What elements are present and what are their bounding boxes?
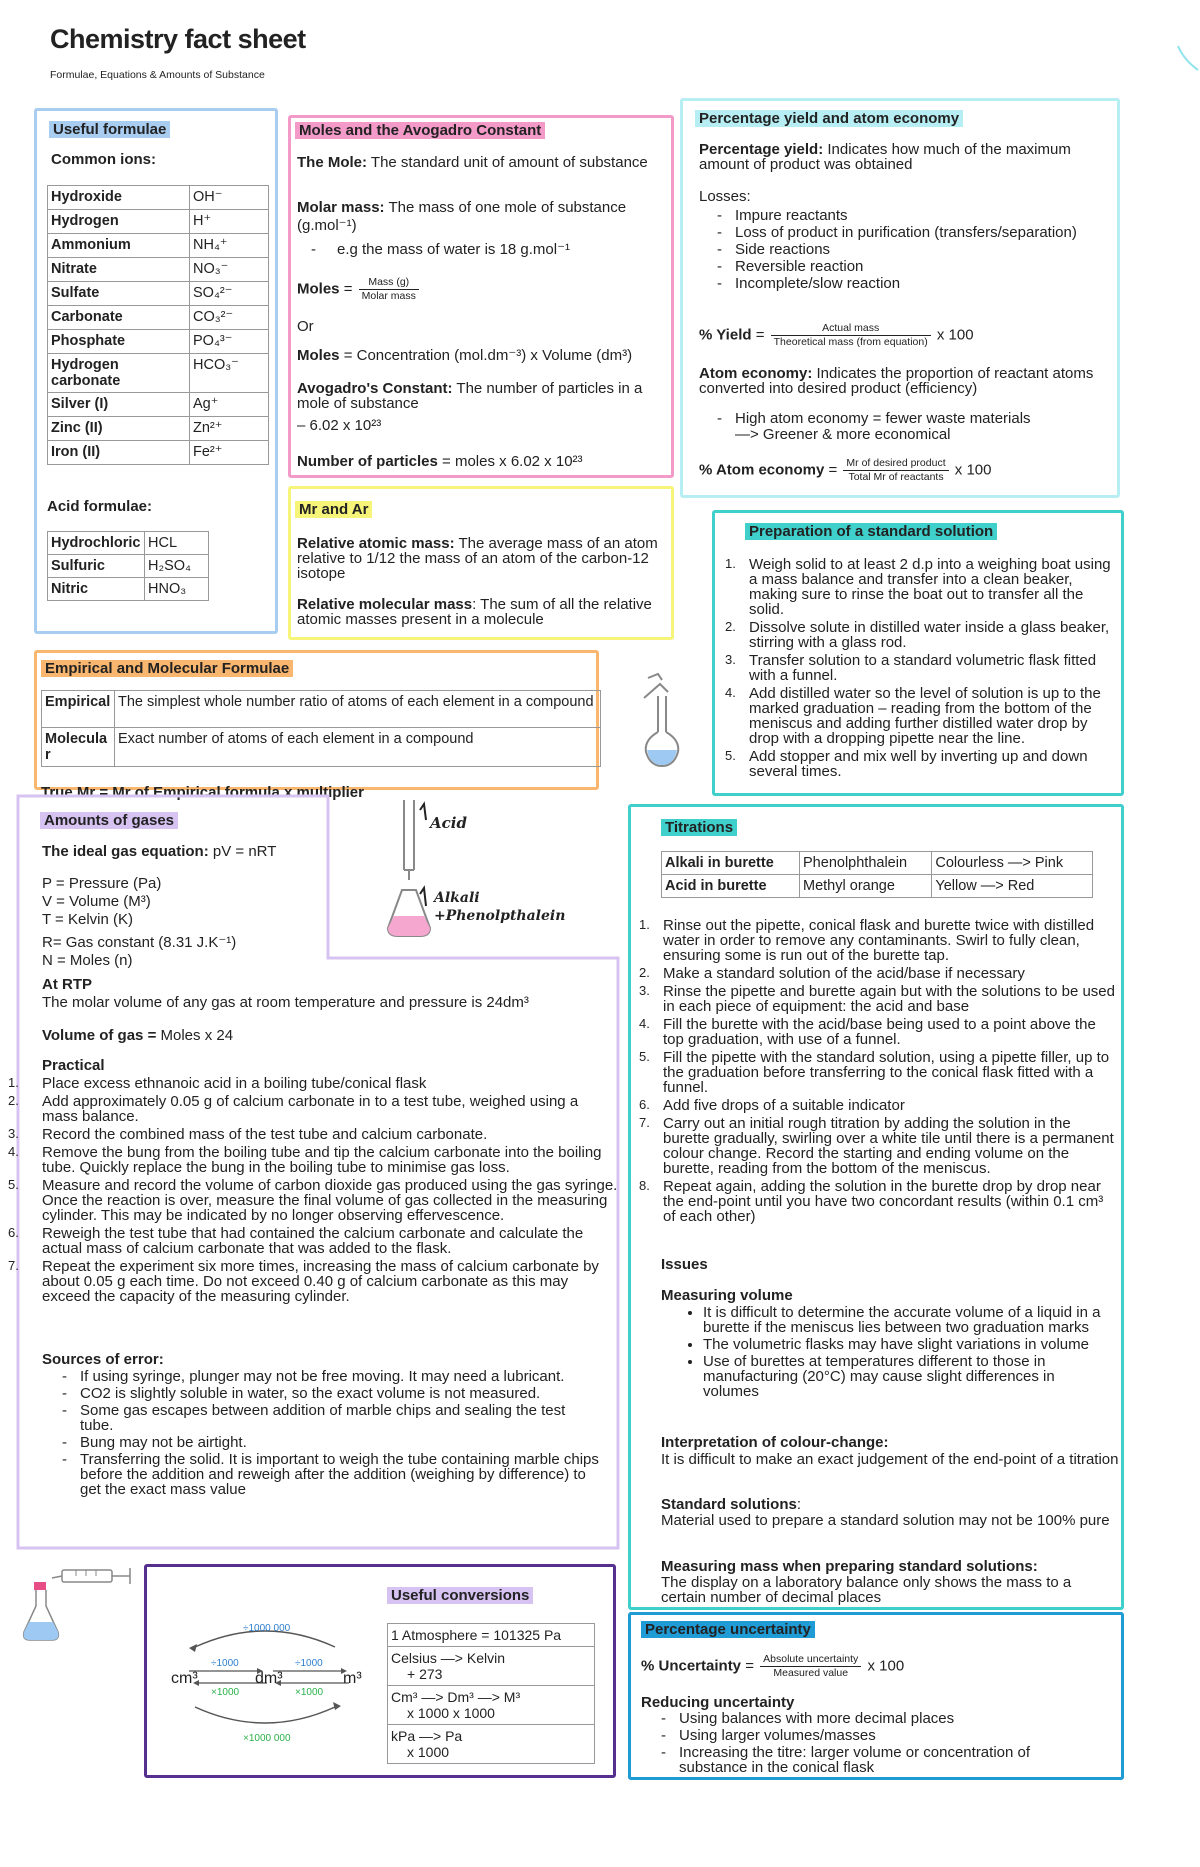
error-item: - CO2 is slightly soluble in water, so the exact volume is not measured. (80, 1386, 600, 1401)
loss-item: - Incomplete/slow reaction (735, 275, 1077, 292)
standard-step-number: 4. (725, 685, 736, 700)
arrow-label-small-bottom-left: ×1000 (211, 1687, 240, 1698)
conversion-cell (388, 1624, 595, 1647)
acid-name: Nitric (48, 578, 145, 601)
reducing-uncertainty-item: - Using balances with more decimal places (679, 1711, 1099, 1726)
titration-step (639, 1115, 1119, 1177)
arrow-label-big-bottom: ×1000 000 (243, 1733, 291, 1744)
error-item: - Some gas escapes between addition of marble chips and sealing the test tube. (80, 1403, 600, 1433)
arrow-label-small-top-left: ÷1000 (211, 1658, 239, 1669)
syringe-flask-icon (20, 1560, 140, 1644)
standard-step (725, 556, 1117, 618)
ion-name: Hydrogen carbonate (48, 354, 190, 393)
practical-steps (8, 1075, 618, 1307)
gases-heading: Amounts of gases (40, 812, 178, 829)
standard-step-number: 3. (725, 652, 736, 667)
number-of-particles-term: Number of particles (297, 453, 438, 470)
percent-yield-multiplier: x 100 (936, 326, 974, 344)
titration-step-text: Rinse out the pipette, conical flask and burette twice with distilled water in order to remove any contaminants. Swirl to fully clean, ensuring some is run out of the burette tap. (663, 917, 1095, 964)
loss-item: - Reversible reaction (735, 258, 1077, 275)
empirical-row (42, 691, 601, 728)
titration-step (639, 917, 1119, 964)
practical-step-text: Measure and record the volume of carbon dioxide gas produced using the gas syringe. Once the reaction is over, measure the final volume of gas collected in the measuring cylinder. This may be indicated by no longer observing effervescence. (42, 1177, 618, 1224)
uncertainty-heading: Percentage uncertainty (641, 1621, 815, 1638)
unit-m3: m³ (343, 1670, 362, 1687)
ion-row (48, 186, 269, 210)
conversion-line: kPa —> Pa (391, 1728, 463, 1744)
uncertainty-multiplier: x 100 (867, 1657, 905, 1675)
titration-step (639, 1097, 1119, 1114)
acid-row (48, 532, 209, 555)
losses-list (735, 207, 1077, 292)
standard-step (725, 619, 1117, 651)
ion-formula: NH₄⁺ (190, 234, 269, 258)
titration-step-text: Add five drops of a suitable indicator (663, 1097, 905, 1114)
titration-step-number: 1. (639, 917, 650, 932)
practical-step-text: Add approximately 0.05 g of calcium carbonate in to a test tube, weighed using a mass balance. (42, 1093, 579, 1125)
practical-step-number: 2. (8, 1093, 19, 1108)
ion-formula: PO₄³⁻ (190, 330, 269, 354)
percentage-yield-definition (699, 142, 1109, 172)
phenolpthalein-label: +Phenolpthalein (434, 908, 566, 924)
standard-step-text: Dissolve solute in distilled water inside a glass beaker, stirring with a glass rod. (749, 619, 1110, 651)
ion-formula: HCO₃⁻ (190, 354, 269, 393)
practical-step (8, 1093, 618, 1125)
ion-formula: OH⁻ (190, 186, 269, 210)
ion-row (48, 354, 269, 393)
titration-step-number: 3. (639, 983, 650, 998)
or-text: Or (297, 318, 314, 335)
alkali-label: Alkali (434, 890, 480, 906)
ideal-gas-term: The ideal gas equation: (42, 843, 209, 860)
ion-row (48, 306, 269, 330)
percent-atom-economy-numerator: Mr of desired product (843, 457, 948, 471)
atom-economy-point: - High atom economy = fewer waste materials —> Greener & more economical (717, 411, 1057, 443)
standard-solution-heading: Preparation of a standard solution (745, 523, 997, 540)
standard-step-text: Add distilled water so the level of solution is up to the marked graduation – reading from the bottom of the meniscus and adding further distilled water drop by drop with a dropping pipette near the line. (749, 685, 1101, 747)
conversion-line: + 273 (407, 1666, 443, 1682)
practical-step-text: Record the combined mass of the test tube and calcium carbonate. (42, 1126, 488, 1143)
practical-step-number: 4. (8, 1144, 19, 1159)
page-title: Chemistry fact sheet (50, 24, 306, 54)
colour-change-text: It is difficult to make an exact judgement of the end-point of a titration (661, 1451, 1119, 1468)
avogadro-definition (297, 381, 669, 411)
ion-name: Hydrogen (48, 210, 190, 234)
ion-name: Ammonium (48, 234, 190, 258)
molar-mass-example: - e.g the mass of water is 18 g.mol⁻¹ (311, 241, 571, 258)
ion-name: Nitrate (48, 258, 190, 282)
standard-step-number: 5. (725, 748, 736, 763)
conversion-row (388, 1725, 595, 1764)
uncertainty-numerator: Absolute uncertainty (760, 1653, 861, 1667)
errors-heading: Sources of error: (42, 1351, 164, 1368)
loss-item: - Loss of product in purification (transfers/separation) (735, 224, 1077, 241)
measuring-volume-item: • Use of burettes at temperatures different to those in manufacturing (20°C) may cause slight differences in volumes (703, 1354, 1113, 1399)
ion-row (48, 282, 269, 306)
uncertainty-term: % Uncertainty (641, 1657, 742, 1675)
conversion-cell (388, 1725, 595, 1764)
avogadro-term: Avogadro's Constant: (297, 380, 453, 397)
number-of-particles-equation: = moles x 6.02 x 10²³ (442, 453, 583, 470)
titration-step-text: Fill the pipette with the standard solution, using a pipette filler, up to the graduation before transferring to the conical flask fitted with a funnel. (663, 1049, 1110, 1096)
indicator-row (662, 875, 1093, 898)
reducing-uncertainty-item: - Using larger volumes/masses (679, 1728, 1099, 1743)
titration-step-number: 7. (639, 1115, 650, 1130)
acid-name: Hydrochloric (48, 532, 145, 555)
acid-label: Acid (430, 814, 467, 832)
gas-variable: N = Moles (n) (42, 952, 133, 969)
percent-atom-economy-fraction (843, 457, 948, 484)
page-subtitle: Formulae, Equations & Amounts of Substance (50, 69, 265, 81)
acid-row (48, 578, 209, 601)
yield-heading: Percentage yield and atom economy (695, 110, 963, 127)
ion-name: Phosphate (48, 330, 190, 354)
mole-def: The standard unit of amount of substance (370, 154, 648, 171)
common-ions-label: Common ions: (51, 151, 156, 168)
loss-item: - Impure reactants (735, 207, 1077, 224)
concentration-formula (297, 348, 632, 364)
titration-step-text: Fill the burette with the acid/base being used to a point above the top graduation, with use of a funnel. (663, 1016, 1096, 1048)
arrow-label-big-top: ÷1000 000 (243, 1623, 291, 1634)
ion-name: Carbonate (48, 306, 190, 330)
reducing-uncertainty-item: - Increasing the titre: larger volume or concentration of substance in the conical flask (679, 1745, 1099, 1775)
arrow-label-small-top-right: ÷1000 (295, 1658, 323, 1669)
moles-term: Moles (297, 280, 340, 298)
mole-term: The Mole: (297, 154, 367, 171)
standard-solution-panel (712, 510, 1124, 796)
practical-step-number: 1. (8, 1075, 19, 1090)
indicator-table (661, 851, 1093, 898)
standard-step (725, 748, 1117, 780)
molar-mass-term: Molar mass: (297, 199, 385, 216)
percent-yield-fraction (771, 322, 931, 349)
arrow-label-small-bottom-right: ×1000 (295, 1687, 324, 1698)
standard-step-text: Weigh solid to at least 2 d.p into a weighing boat using a mass balance and transfer into a clean beaker, making sure to rinse the boat out to transfer all the solid. (749, 556, 1111, 618)
conversion-cell (388, 1686, 595, 1725)
yield-panel (680, 98, 1120, 498)
number-of-particles (297, 454, 583, 470)
ion-row (48, 258, 269, 282)
practical-step-number: 6. (8, 1225, 19, 1240)
atom-economy-term: Atom economy: (699, 365, 813, 382)
ion-row (48, 234, 269, 258)
ion-row (48, 393, 269, 417)
reducing-uncertainty-heading: Reducing uncertainty (641, 1694, 795, 1711)
titration-step-number: 5. (639, 1049, 650, 1064)
empirical-table (41, 690, 601, 767)
indicator-colour-change: Colourless —> Pink (932, 852, 1093, 875)
practical-step-number: 3. (8, 1126, 19, 1141)
corner-decoration (1176, 44, 1200, 74)
gas-variable: P = Pressure (Pa) (42, 875, 162, 892)
measuring-volume-item: • The volumetric flasks may have slight variations in volume (703, 1337, 1113, 1352)
ion-row (48, 330, 269, 354)
percent-yield-equals: = (755, 326, 765, 344)
practical-step (8, 1258, 618, 1305)
losses-label: Losses: (699, 188, 751, 205)
measuring-volume-item: • It is difficult to determine the accurate volume of a liquid in a burette if the meniscus lies between two graduation marks (703, 1305, 1113, 1335)
practical-step (8, 1177, 618, 1224)
empirical-clipped-line: True Mr = Mr of Empirical formula x multiplier (41, 784, 364, 801)
percent-atom-economy-equals: = (828, 461, 838, 479)
indicator-name: Methyl orange (800, 875, 932, 898)
indicator-setup: Alkali in burette (662, 852, 800, 875)
uncertainty-fraction (760, 1653, 861, 1680)
ion-formula: CO₃²⁻ (190, 306, 269, 330)
empirical-def: Exact number of atoms of each element in a compound (115, 728, 601, 767)
titration-step (639, 1016, 1119, 1048)
titration-step-text: Make a standard solution of the acid/base if necessary (663, 965, 1025, 982)
indicator-colour-change: Yellow —> Red (932, 875, 1093, 898)
percent-atom-economy-term: % Atom economy (699, 461, 825, 479)
standard-step (725, 652, 1117, 684)
ion-formula: H⁺ (190, 210, 269, 234)
error-item: - Bung may not be airtight. (80, 1435, 600, 1450)
gas-variables (42, 876, 236, 971)
moles-formula (297, 276, 421, 303)
titration-doodle (390, 800, 590, 940)
moles-panel (288, 115, 674, 478)
concentration-moles-term: Moles (297, 347, 340, 364)
moles-fraction-denominator: Molar mass (361, 290, 416, 303)
conversion-line: 1 Atmosphere = 101325 Pa (391, 1627, 562, 1643)
practical-step-text: Place excess ethnanoic acid in a boiling tube/conical flask (42, 1075, 427, 1092)
relative-atomic-mass (297, 536, 671, 581)
acid-formulae-table (47, 531, 209, 601)
gas-variable: V = Volume (M³) (42, 892, 151, 910)
ion-formula: Fe²⁺ (190, 441, 269, 465)
ion-row (48, 441, 269, 465)
standard-step-text: Transfer solution to a standard volumetric flask fitted with a funnel. (749, 652, 1097, 684)
error-item: - If using syringe, plunger may not be free moving. It may need a lubricant. (80, 1369, 600, 1384)
uncertainty-equals: = (745, 1657, 754, 1675)
ideal-gas-equation (42, 844, 276, 860)
volumetric-flask-icon (640, 670, 690, 770)
relative-atomic-mass-def: The average mass of an atom relative to 1/12 the mass of an atom of the carbon-12 isotope (297, 535, 658, 582)
empirical-term: Empirical (42, 691, 115, 728)
standard-solutions-heading: Standard solutions (661, 1496, 797, 1513)
common-ions-table (47, 185, 269, 465)
practical-step (8, 1075, 618, 1092)
standard-solutions-issue: Standard solutions: (661, 1496, 802, 1513)
empirical-heading: Empirical and Molecular Formulae (41, 660, 293, 677)
indicator-row (662, 852, 1093, 875)
conversion-line: Cm³ —> Dm³ —> M³ (391, 1689, 521, 1705)
ion-name: Sulfate (48, 282, 190, 306)
moles-heading: Moles and the Avogadro Constant (295, 122, 545, 139)
ion-name: Zinc (II) (48, 417, 190, 441)
practical-step-number: 7. (8, 1258, 19, 1273)
rtp-heading: At RTP (42, 976, 92, 993)
atom-economy-point-text: High atom economy = fewer waste materials —> Greener & more economical (735, 410, 1031, 443)
loss-item: - Side reactions (735, 241, 1077, 258)
atom-economy-definition (699, 366, 1109, 396)
useful-formulae-panel (34, 108, 278, 634)
standard-step-number: 1. (725, 556, 736, 571)
conversion-row (388, 1647, 595, 1686)
relative-molecular-mass-term: Relative molecular mass (297, 596, 473, 613)
titration-step (639, 965, 1119, 982)
indicator-setup: Acid in burette (662, 875, 800, 898)
colour-change-heading: Interpretation of colour-change: (661, 1434, 889, 1451)
unit-dm3: dm³ (255, 1670, 283, 1687)
volume-of-gas-eq: Moles x 24 (160, 1027, 234, 1044)
practical-step (8, 1144, 618, 1176)
ion-name: Silver (I) (48, 393, 190, 417)
ion-formula: Zn²⁺ (190, 417, 269, 441)
practical-step-text: Remove the bung from the boiling tube and tip the calcium carbonate into the boiling tube. Quickly replace the bung in the boiling tube to minimise gas loss. (42, 1144, 602, 1176)
titration-step-number: 2. (639, 965, 650, 980)
molar-mass-def: The mass of one mole of substance (g.mol⁻¹) (297, 199, 627, 234)
percent-atom-economy-multiplier: x 100 (954, 461, 992, 479)
ion-row (48, 210, 269, 234)
issues-heading: Issues (661, 1256, 708, 1273)
titration-step-number: 8. (639, 1178, 650, 1193)
relative-atomic-mass-term: Relative atomic mass: (297, 535, 455, 552)
titrations-heading: Titrations (661, 819, 737, 836)
empirical-row (42, 728, 601, 767)
conversion-line: x 1000 x 1000 (407, 1705, 495, 1721)
ion-row (48, 417, 269, 441)
relative-molecular-mass-def: : The sum of all the relative atomic masses present in a molecule (297, 596, 652, 628)
conversions-heading: Useful conversions (387, 1587, 533, 1604)
percentage-yield-def: Indicates how much of the maximum amount of product was obtained (699, 141, 1071, 173)
percent-atom-economy-formula (699, 457, 992, 484)
percent-yield-formula (699, 322, 974, 349)
percent-yield-denominator: Theoretical mass (from equation) (773, 336, 928, 349)
molar-mass-definition (297, 199, 669, 235)
uncertainty-denominator: Measured value (773, 1667, 849, 1680)
titration-step-text: Carry out an initial rough titration by adding the solution in the burette gradually, swirling over a white tile until there is a permanent colour change. Record the starting and ending volume on the burette, reading from the bottom of the meniscus. (663, 1115, 1114, 1177)
practical-heading: Practical (42, 1057, 105, 1074)
titration-step-text: Rinse the pipette and burette again but with the solutions to be used in each piece of equipment: the acid and base (663, 983, 1115, 1015)
useful-formulae-heading: Useful formulae (49, 121, 170, 138)
indicator-name: Phenolphthalein (800, 852, 932, 875)
relative-molecular-mass (297, 597, 671, 627)
avogadro-value: – 6.02 x 10²³ (297, 417, 382, 434)
titrations-panel (628, 804, 1124, 1610)
ion-name: Iron (II) (48, 441, 190, 465)
uncertainty-formula (641, 1653, 904, 1680)
percentage-yield-term: Percentage yield: (699, 141, 824, 158)
conversions-table (387, 1623, 595, 1764)
avogadro-def: The number of particles in a mole of substance (297, 380, 643, 412)
error-item: - Transferring the solid. It is important to weigh the tube containing marble chips before the addition and reweigh after the addition (weighing by difference) to get the exact mass value (80, 1452, 600, 1497)
uncertainty-panel (628, 1612, 1124, 1780)
conversion-row (388, 1624, 595, 1647)
measuring-volume-heading: Measuring volume (661, 1287, 793, 1304)
atom-economy-def: Indicates the proportion of reactant atoms converted into desired product (efficiency) (699, 365, 1094, 397)
gas-variable: T = Kelvin (K) (42, 910, 134, 928)
ion-name: Hydroxide (48, 186, 190, 210)
ion-formula: Ag⁺ (190, 393, 269, 417)
ion-formula: SO₄²⁻ (190, 282, 269, 306)
rtp-text: The molar volume of any gas at room temperature and pressure is 24dm³ (42, 994, 529, 1011)
conversion-line: Celsius —> Kelvin (391, 1650, 505, 1666)
acid-formula: H₂SO₄ (145, 555, 209, 578)
standard-solution-steps (725, 556, 1117, 782)
conversion-line: x 1000 (407, 1744, 450, 1760)
acid-row (48, 555, 209, 578)
moles-fraction (359, 276, 419, 303)
concentration-equation: = Concentration (mol.dm⁻³) x Volume (dm³) (343, 347, 633, 364)
reducing-uncertainty-list (679, 1711, 1099, 1777)
conversions-panel (144, 1564, 616, 1778)
titration-steps (639, 917, 1119, 1227)
acid-formula: HNO₃ (145, 578, 209, 601)
practical-step-text: Repeat the experiment six more times, increasing the mass of calcium carbonate by about 0.05 g each time. Do not exceed 0.40 g of calcium carbonate as this may exceed the capacity of the measuring cylinder. (42, 1258, 599, 1305)
acid-name: Sulfuric (48, 555, 145, 578)
mr-ar-panel (288, 486, 674, 640)
standard-solutions-text: Material used to prepare a standard solution may not be 100% pure (661, 1512, 1110, 1529)
empirical-panel (34, 650, 599, 801)
measuring-mass-heading: Measuring mass when preparing standard solutions: (661, 1558, 1038, 1575)
standard-step-number: 2. (725, 619, 736, 634)
practical-step-number: 5. (8, 1177, 19, 1192)
titration-step (639, 983, 1119, 1015)
practical-step (8, 1225, 618, 1257)
unit-cm3: cm³ (171, 1670, 198, 1687)
practical-step (8, 1126, 618, 1143)
mole-definition (297, 155, 669, 170)
moles-equals: = (343, 280, 353, 298)
practical-step-text: Reweigh the test tube that had contained the calcium carbonate and calculate the actual mass of calcium carbonate that was added to the flask. (42, 1225, 584, 1257)
molar-mass-example-text: e.g the mass of water is 18 g.mol⁻¹ (337, 241, 571, 258)
ideal-gas-eq: pV = nRT (212, 843, 277, 860)
mr-ar-heading: Mr and Ar (295, 501, 372, 518)
titration-step (639, 1049, 1119, 1096)
errors-list (80, 1369, 600, 1499)
moles-fraction-numerator: Mass (g) (359, 276, 419, 290)
measuring-volume-list (703, 1305, 1113, 1401)
titration-step (639, 1178, 1119, 1225)
titration-step-number: 4. (639, 1016, 650, 1031)
gas-variable: R= Gas constant (8.31 J.K⁻¹) (42, 934, 237, 952)
empirical-def: The simplest whole number ratio of atoms of each element in a compound (115, 691, 601, 728)
volume-of-gas-term: Volume of gas = (42, 1027, 157, 1044)
standard-step (725, 685, 1117, 747)
acid-formula: HCL (145, 532, 209, 555)
measuring-mass-text: The display on a laboratory balance only shows the mass to a certain number of decimal places (661, 1574, 1072, 1606)
acid-formulae-label: Acid formulae: (47, 498, 153, 515)
percent-yield-term: % Yield (699, 326, 752, 344)
volume-of-gas (42, 1028, 233, 1044)
conversion-cell (388, 1647, 595, 1686)
titration-step-number: 6. (639, 1097, 650, 1112)
percent-atom-economy-denominator: Total Mr of reactants (848, 471, 944, 484)
ion-formula: NO₃⁻ (190, 258, 269, 282)
percent-yield-numerator: Actual mass (771, 322, 931, 336)
standard-step-text: Add stopper and mix well by inverting up and down several times. (749, 748, 1088, 780)
conversion-row (388, 1686, 595, 1725)
empirical-term: Molecula r (42, 728, 115, 767)
titration-step-text: Repeat again, adding the solution in the burette drop by drop near the end-point until you have two concordant results (within 0.1 cm³ of each other) (663, 1178, 1104, 1225)
